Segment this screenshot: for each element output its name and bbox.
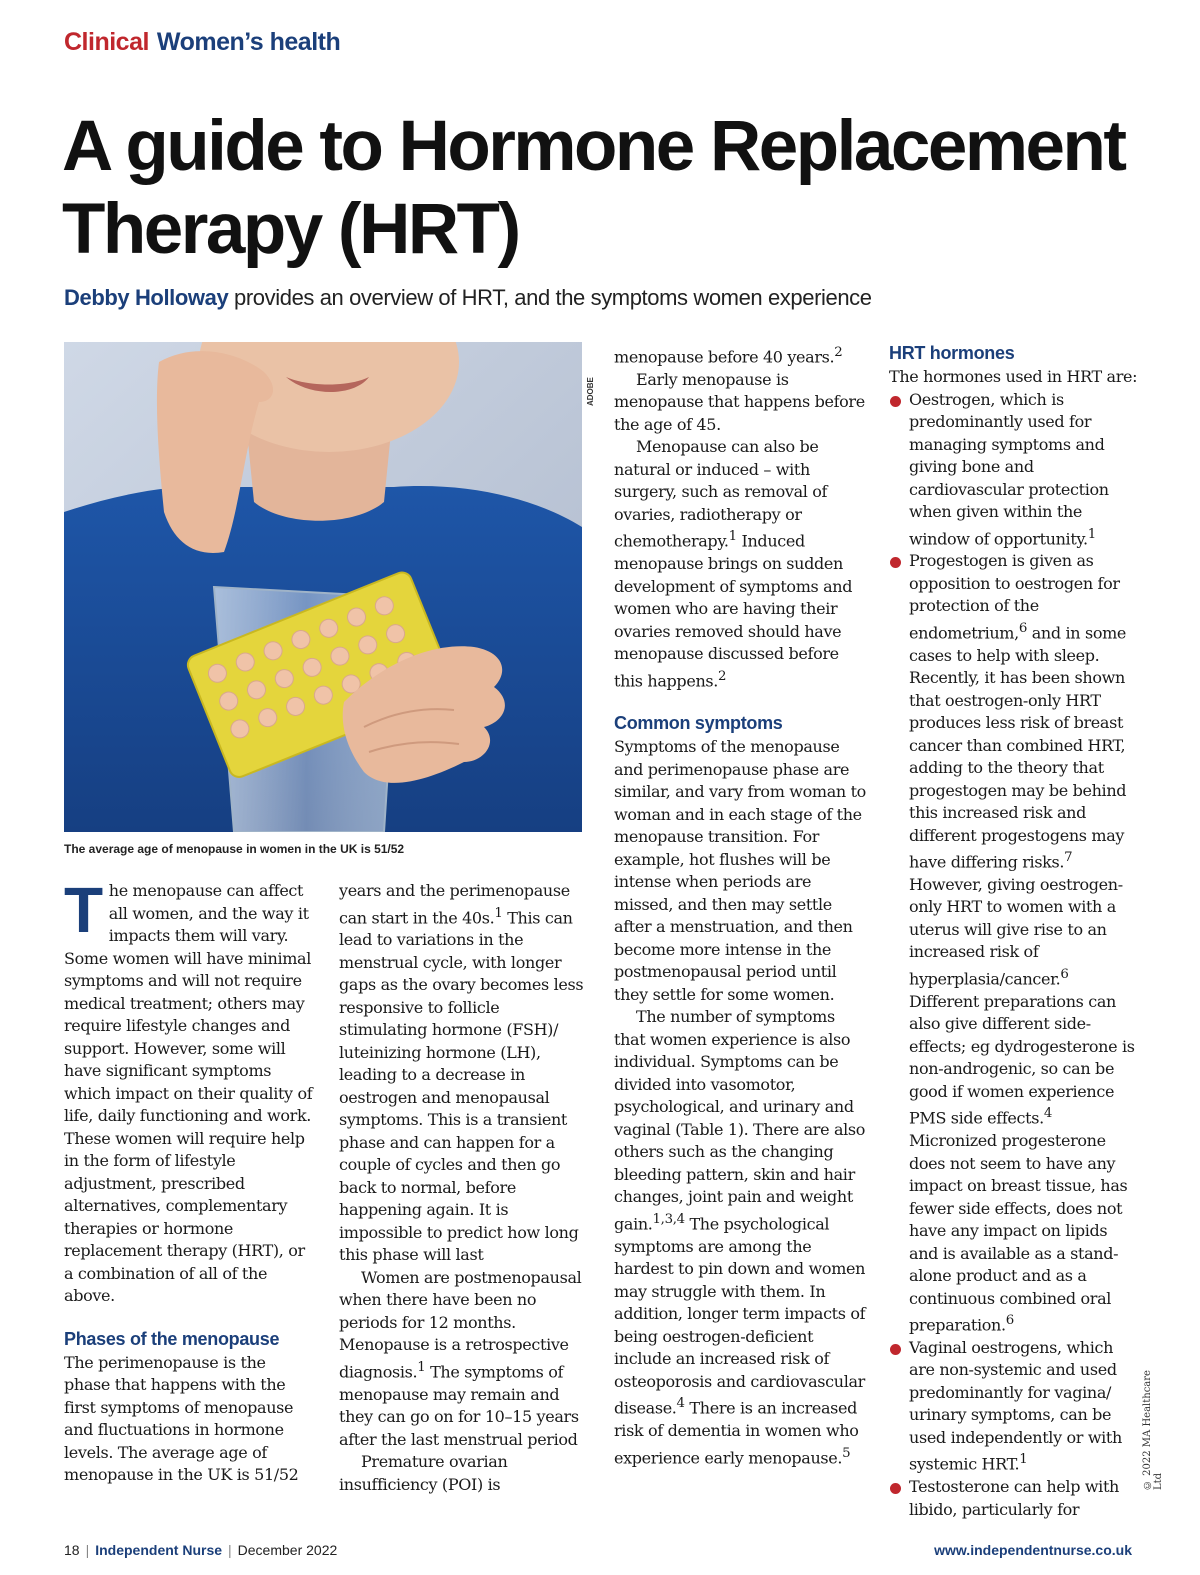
issue-date: December 2022 xyxy=(237,1542,338,1558)
column-3 xyxy=(614,342,866,1469)
author-name: Debby Holloway xyxy=(64,285,229,310)
bullet-icon xyxy=(890,1483,901,1494)
phases-paragraph-4: Early menopause is menopause that happens before the age of 45. xyxy=(614,369,865,434)
article-headline: A guide to Hormone Replacement Therapy (HRT) xyxy=(62,107,1125,269)
heading-hrt-hormones: HRT hormones xyxy=(889,343,1015,363)
phases-paragraph-5: Menopause can also be natural or induced – with surgery, such as removal of ovaries, radiotherapy or chemotherapy.$^1$ Induced menopause brings on sudden development of symptoms and women who are having their ovaries removed should have menopause discussed before this happens.$^2$ xyxy=(614,437,853,690)
publication-name: Independent Nurse xyxy=(95,1542,223,1558)
heading-phases: Phases of the menopause xyxy=(64,1328,280,1349)
symptoms-paragraph-2: The number of symptoms that women experience is also individual. Symptoms can be divided into vasomotor, psychological, and urinary and vaginal (Table 1). There are also others such as the changing bleeding pattern, skin and hair changes, joint pain and weight gain.$^{1,3,4}$ The psychological symptoms are among the hardest to pin down and women may struggle with them. In addition, longer term impacts of being oestrogen-deficient include an increased risk of osteoporosis and cardiovascular disease.$^4$ There is an increased risk of dementia in women who experience early menopause.$^5$ xyxy=(614,1007,866,1467)
page-number: 18 xyxy=(64,1542,80,1558)
bullet-icon xyxy=(890,396,901,407)
woman-with-pills-illustration xyxy=(64,342,582,832)
section-category: Clinical xyxy=(64,28,149,56)
standfirst-text: provides an overview of HRT, and the symptoms women experience xyxy=(234,285,872,310)
photo-credit: ADOBE xyxy=(586,377,595,406)
phases-paragraph-3-cont: menopause before 40 years.$^2$ xyxy=(614,345,843,367)
copyright-notice: © 2022 MA Healthcare Ltd xyxy=(1142,1370,1164,1490)
list-item: Progestogen is given as opposition to oestrogen for protection of the endometrium,$^6$ and in some cases to help with sleep. Recently, it has been shown that oestrogen-only HRT produces less risk of breast cancer than combined HRT, adding to the theory that progestogen may be behind this increased risk and different progestogens may have differing risks.$^7$ However, giving oestrogen-only HRT to women with a uterus will give rise to an increased risk of hyperplasia/cancer.$^6$ Different preparations can also give different side-effects; eg dydrogesterone is non-androgenic, so can be good if women experience PMS side effects.$^4$ Micronized progesterone does not seem to have any impact on breast tissue, has fewer side effects, does not have any impact on lipids and is available as a stand-alone product and as a continuous combined oral preparation.$^6$ xyxy=(889,550,1139,1337)
column-1 xyxy=(64,874,314,1487)
website-link[interactable]: www.independentnurse.co.uk xyxy=(934,1542,1132,1558)
standfirst xyxy=(64,285,1164,311)
list-item: Vaginal oestrogens, which are non-systemic and used predominantly for vagina/ urinary symptoms, can be used independently or with systemic HRT.$^1$ xyxy=(889,1337,1139,1476)
article-photo xyxy=(64,342,582,832)
column-4 xyxy=(889,342,1139,1521)
photo-caption: The average age of menopause in women in the UK is 51/52 xyxy=(64,842,405,856)
section-subcategory: Women’s health xyxy=(156,28,341,56)
column-2 xyxy=(339,880,589,1496)
intro-paragraph: The menopause can affect all women, and the way it impacts them will vary. Some women will have minimal symptoms and will not require medical treatment; others may require lifestyle changes and support. However, some will have significant symptoms which impact on their quality of life, daily functioning and work. These women will require help in the form of lifestyle adjustment, prescribed alternatives, complementary therapies or hormone replacement therapy (HRT), or a combination of all of the above. xyxy=(64,874,313,1305)
heading-symptoms: Common symptoms xyxy=(614,713,783,734)
bullet-icon xyxy=(890,557,901,568)
symptoms-paragraph-1: Symptoms of the menopause and perimenopause phase are similar, and vary from woman to woman and in each stage of the menopause transition. For example, hot flushes will be intense when periods are missed, and then may settle after a menstruation, and then become more intense in the postmenopausal period until they settle for some women. xyxy=(614,737,866,1004)
bullet-icon xyxy=(890,1344,901,1355)
list-item: Oestrogen, which is predominantly used for managing symptoms and giving bone and cardiovascular protection when given within the window of opportunity.$^1$ xyxy=(889,389,1139,551)
phases-paragraph-3: Premature ovarian insufficiency (POI) is xyxy=(339,1452,508,1494)
phases-paragraph-1: The perimenopause is the phase that happens with the first symptoms of menopause and fluctuations in hormone levels. The average age of menopause in the UK is 51/52 xyxy=(64,1352,299,1484)
phases-paragraph-1-cont: years and the perimenopause can start in the 40s.$^1$ This can lead to variations in the menstrual cycle, with longer gaps as the ovary becomes less responsive to follicle stimulating hormone (FSH)/ luteinizing hormone (LH), leading to a decrease in oestrogen and menopausal symptoms. This is a transient phase and can happen for a couple of cycles and then go back to normal, before happening again. It is impossible to predict how long this phase will last xyxy=(339,881,584,1265)
section-tag xyxy=(64,28,340,57)
drop-cap: T xyxy=(64,874,103,946)
list-item: Testosterone can help with libido, particularly for xyxy=(889,1476,1139,1521)
phases-paragraph-2: Women are postmenopausal when there have been no periods for 12 months. Menopause is a retrospective diagnosis.$^1$ The symptoms of menopause may remain and they can go on for 10–15 years after the last menstrual period xyxy=(339,1267,582,1449)
hormones-list xyxy=(889,389,1139,1522)
footer-left: 18 | Independent Nurse | December 2022 xyxy=(64,1542,338,1558)
hormones-intro: The hormones used in HRT are: xyxy=(889,367,1138,386)
